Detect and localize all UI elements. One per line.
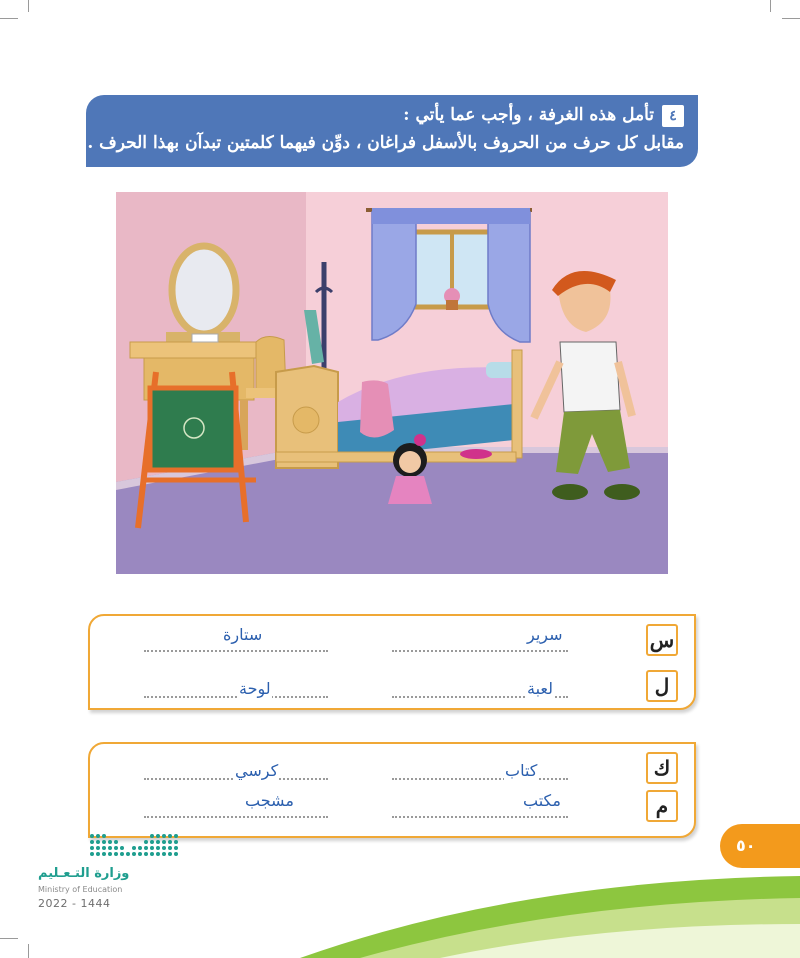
answer-word-right: لعبة [527, 679, 553, 698]
letter-box: م [646, 790, 678, 822]
answer-word-right: مكتب [523, 791, 561, 810]
crop-mark [770, 0, 771, 12]
answer-row [90, 788, 694, 824]
answer-blank-left[interactable] [144, 650, 328, 652]
instruction-line-2: مقابل كل حرف من الحروف بالأسفل فراغان ، دوِّن فيهما كلمتين تبدآن بهذا الحرف . [87, 133, 684, 153]
answer-word-left: لوحة [239, 679, 271, 698]
instruction-text-1: تأمل هذه الغرفة ، وأجب عما يأتي : [403, 105, 654, 125]
answer-word-left: كرسي [235, 761, 279, 780]
answer-box-1 [88, 614, 696, 710]
answer-row [90, 622, 694, 658]
answer-word-left: مشجب [245, 791, 294, 810]
answer-box-2 [88, 742, 696, 838]
letter-box: س [646, 624, 678, 656]
answer-row [90, 750, 694, 786]
instruction-banner [86, 95, 698, 167]
crop-mark [782, 18, 800, 19]
answer-blank-left[interactable] [144, 816, 328, 818]
letter-box: ك [646, 752, 678, 784]
answer-row [90, 668, 694, 704]
instruction-line-1 [100, 101, 684, 129]
ministry-name-english: Ministry of Education [38, 885, 123, 894]
letter-box: ل [646, 670, 678, 702]
crop-mark [28, 0, 29, 12]
ministry-name-arabic: وزارة التـعـليم [38, 866, 130, 881]
answer-blank-right[interactable] [392, 778, 568, 780]
answer-word-right: كتاب [505, 761, 538, 780]
crop-mark [0, 18, 18, 19]
exercise-number-badge: ٤ [662, 105, 684, 127]
edition-year: 2022 - 1444 [38, 897, 111, 910]
answer-blank-right[interactable] [392, 650, 568, 652]
answer-word-right: سرير [527, 625, 563, 644]
bedroom-illustration [116, 192, 668, 574]
answer-blank-right[interactable] [392, 816, 568, 818]
page-number-tab: ٥٠ [720, 824, 800, 868]
answer-blank-left[interactable] [144, 696, 328, 698]
answer-word-left: ستارة [223, 625, 263, 644]
